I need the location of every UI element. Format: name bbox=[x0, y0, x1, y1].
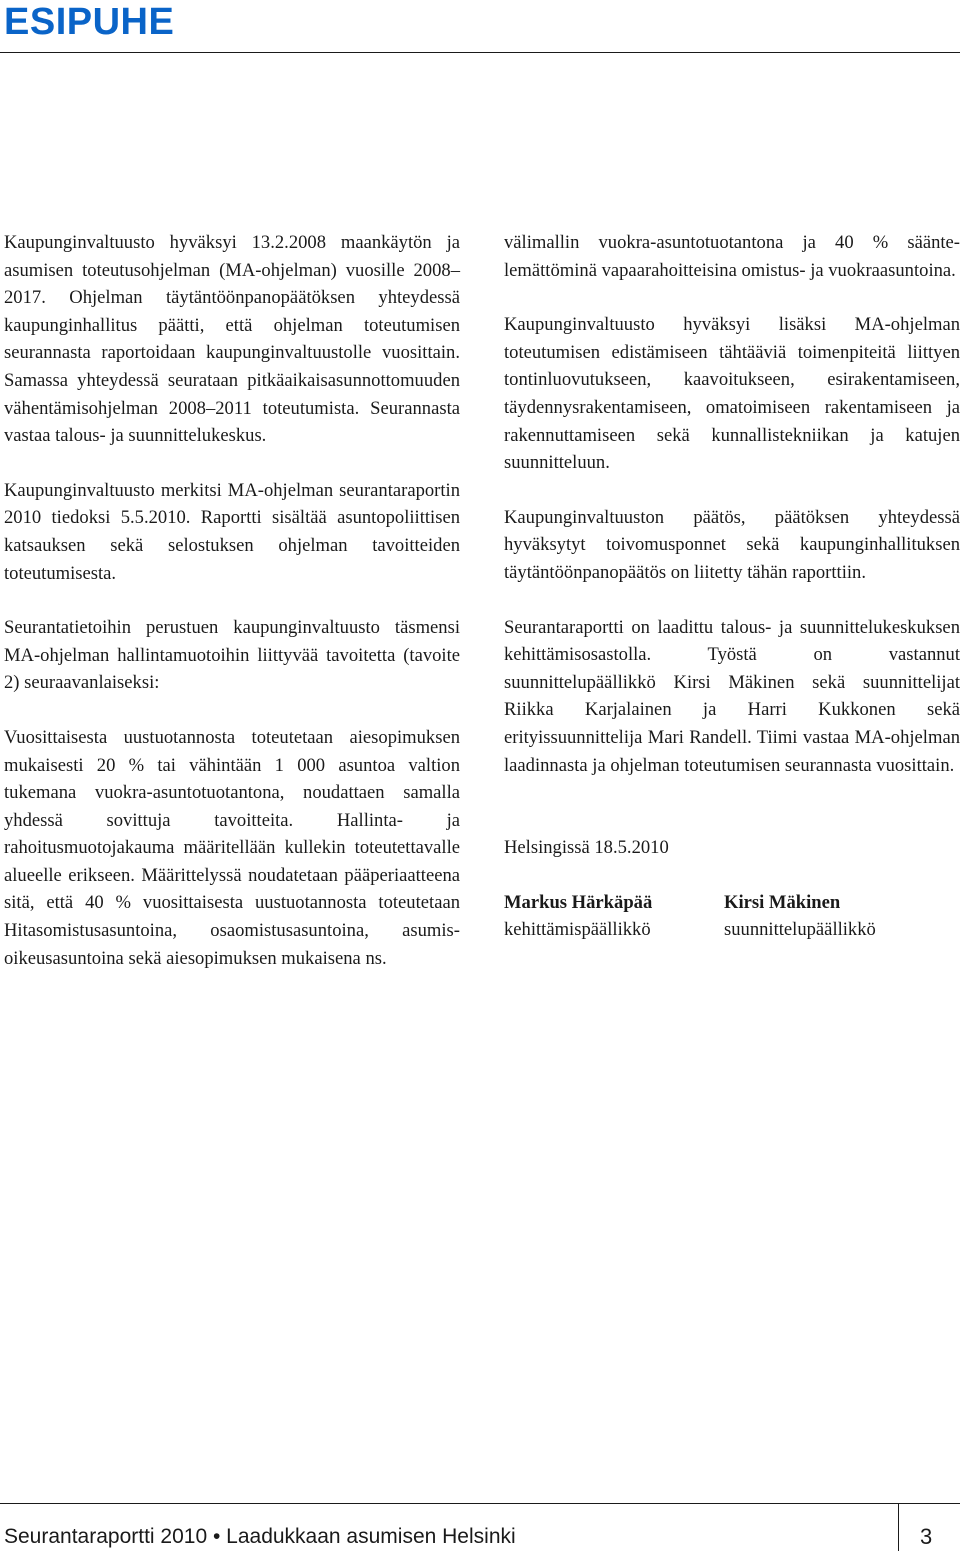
footer-divider bbox=[0, 1503, 960, 1504]
paragraph-authors: Seurantaraportti on laadittu talous- ja suunnittelukeskuksen kehittämisosastolla. Työstä on vastannut suunnittelupäällikkö Kirsi Mäkinen sekä suunnittelijat Riikka Karjalainen ja Harri Kukkonen sekä erityissuunnittelija Mari Randell. Tiimi vastaa MA-ohjelman laadinnasta ja ohjelman toteutumisen seurannasta vuosittain. bbox=[504, 616, 960, 776]
footer-publication-title: Seurantaraportti 2010 • Laadukkaan asumisen Helsinki bbox=[4, 1525, 516, 1548]
paragraph-goal-text: Vuosittaisesta uustuotannosta toteutetaan aiesopimuksen mukaisesti 20 % tai vähintään 1 000 asuntoa valtion tukemana vuokra-asuntotuotantona, noudattaen samalla yhdessä sovittuja tavoitteita. Hallinta- ja rahoitusmuotojakauma määritellään kullekin toteutettavalle alueelle erikseen. Määrittelyssä noudatetaan pääperiaatteena sitä, että 40 % vuosittaisesta uustuotannosta toteutetaan Hitasomistusasuntoina, osaomistusasuntoina, asumisoikeusasuntoina sekä aiesopimuksen mukaisena ns. bbox=[4, 726, 460, 969]
page-title: ESIPUHE bbox=[4, 1, 175, 43]
right-column bbox=[504, 229, 960, 944]
paragraph-report-noted: Kaupunginvaltuusto merkitsi MA-ohjelman seurantaraportin 2010 tiedoksi 5.5.2010. Raportti sisältää asuntopoliittisen katsauksen sekä selostuksen ohjelman tavoitteiden toteutumisesta. bbox=[4, 479, 460, 584]
signer-1 bbox=[504, 889, 724, 944]
signer-name: Markus Härkäpää bbox=[504, 891, 653, 913]
signer-title: suunnittelupäällikkö bbox=[724, 919, 876, 941]
footer-page-separator bbox=[898, 1503, 899, 1551]
signer-name: Kirsi Mäkinen bbox=[724, 891, 841, 913]
signatures bbox=[504, 889, 960, 944]
paragraph-decision-attached: Kaupunginvaltuuston päätös, päätöksen yhteydessä hyväksytyt toivomusponnet sekä kaupunginhallituksen täytäntöönpanopäätös on liitetty tähän raporttiin. bbox=[504, 506, 960, 583]
page-number: 3 bbox=[920, 1524, 933, 1549]
paragraph-goal-refined: Seurantatietoihin perustuen kaupunginvaltuusto täsmensi MA-ohjelman hallintamuotoihin liittyvää tavoitetta (tavoite 2) seuraavanlaiseksi: bbox=[4, 617, 460, 694]
left-column bbox=[4, 229, 460, 972]
signer-2 bbox=[724, 889, 944, 944]
paragraph-intro: Kaupunginvaltuusto hyväksyi 13.2.2008 maankäytön ja asumisen toteutusohjelman (MA-ohjelman) vuosille 2008–2017. Ohjelman täytäntöönpanopäätöksen yhteydessä kaupunginhallitus päätti, että ohjelman toteutumisen seurannasta raportoidaan kaupunginvaltuustolle vuosittain. Samassa yhteydessä seurataan pitkäaikaisasunnottomuuden vähentämisohjelman 2008–2011 toteutumista. Seurannasta vastaa talous- ja suunnittelukeskus. bbox=[4, 232, 460, 447]
signer-title: kehittämispäällikkö bbox=[504, 919, 651, 941]
paragraph-goal-continued: välimallin vuokra-asuntotuotantona ja 40 % sääntelemättöminä vapaarahoitteisina omistus- ja vuokraasuntoina. bbox=[504, 232, 960, 281]
paragraph-measures: Kaupunginvaltuusto hyväksyi lisäksi MA-ohjelman toteutumisen edistämiseen tähtääviä toimenpiteitä liittyen tontinluovutukseen, kaavoitukseen, esirakentamiseen, täydennysrakentamiseen, omatoimiseen rakentamiseen ja rakennuttamiseen sekä kunnallistekniikan ja katujen suunnitteluun. bbox=[504, 314, 960, 474]
header-divider bbox=[0, 52, 960, 53]
signature-date: Helsingissä 18.5.2010 bbox=[504, 837, 669, 859]
